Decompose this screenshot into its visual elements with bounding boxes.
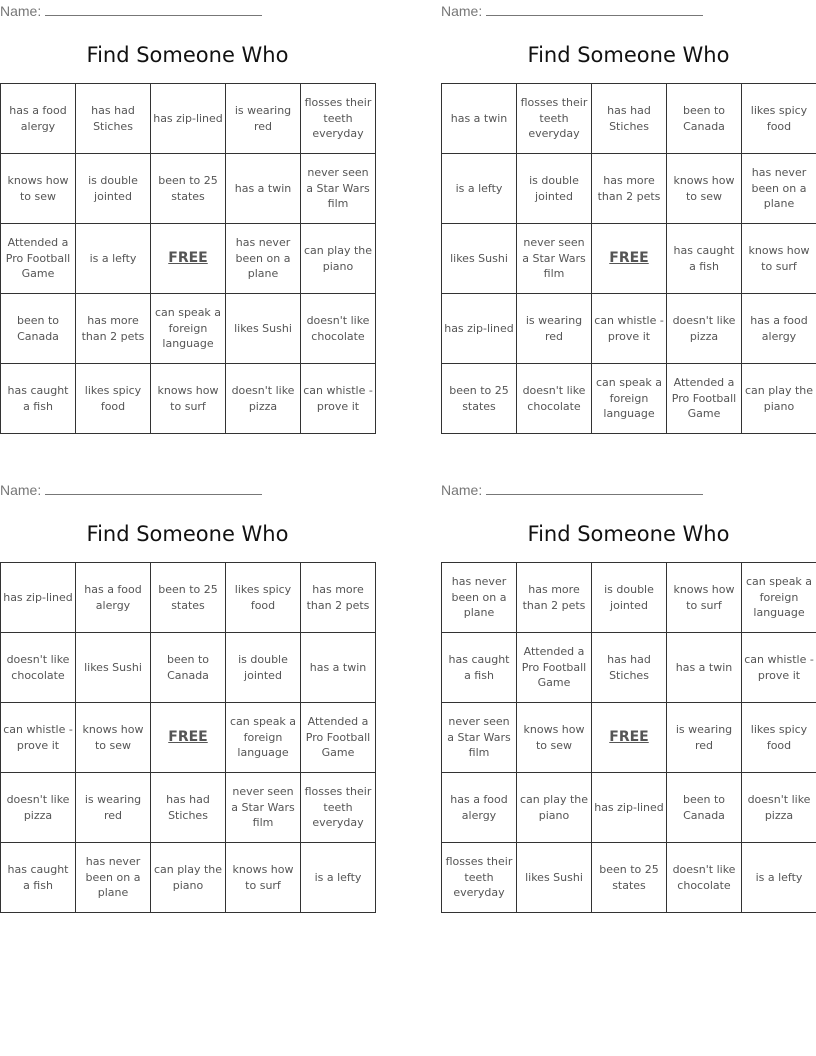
bingo-cell[interactable]: been to Canada xyxy=(151,633,226,703)
bingo-cell[interactable]: flosses their teeth everyday xyxy=(517,84,592,154)
bingo-cell[interactable]: Attended a Pro Football Game xyxy=(301,703,376,773)
bingo-cell[interactable]: been to Canada xyxy=(1,294,76,364)
bingo-cell[interactable]: has caught a fish xyxy=(1,364,76,434)
bingo-cell[interactable]: has more than 2 pets xyxy=(517,563,592,633)
free-space[interactable]: FREE xyxy=(592,224,667,294)
bingo-cell[interactable]: likes spicy food xyxy=(742,703,816,773)
bingo-cell[interactable]: been to 25 states xyxy=(151,563,226,633)
bingo-cell[interactable]: never seen a Star Wars film xyxy=(301,154,376,224)
bingo-cell[interactable]: has a food alergy xyxy=(442,773,517,843)
bingo-cell[interactable]: been to Canada xyxy=(667,84,742,154)
name-label: Name: xyxy=(441,482,483,498)
bingo-cell[interactable]: can speak a foreign language xyxy=(592,364,667,434)
bingo-cell[interactable]: is double jointed xyxy=(592,563,667,633)
bingo-row xyxy=(442,84,816,154)
bingo-cell[interactable]: is double jointed xyxy=(76,154,151,224)
bingo-grid xyxy=(441,83,816,434)
bingo-cell[interactable]: doesn't like chocolate xyxy=(517,364,592,434)
bingo-cell[interactable]: is double jointed xyxy=(226,633,301,703)
bingo-cell[interactable]: been to 25 states xyxy=(442,364,517,434)
name-blank-line[interactable] xyxy=(45,481,262,495)
bingo-cell[interactable]: Attended a Pro Football Game xyxy=(517,633,592,703)
bingo-cell[interactable]: can play the piano xyxy=(742,364,816,434)
name-blank-line[interactable] xyxy=(486,481,703,495)
name-label: Name: xyxy=(0,482,42,498)
free-space[interactable]: FREE xyxy=(151,224,226,294)
bingo-cell[interactable]: has had Stiches xyxy=(592,633,667,703)
bingo-cell[interactable]: doesn't like pizza xyxy=(742,773,816,843)
bingo-cell[interactable]: has a food alergy xyxy=(1,84,76,154)
bingo-grid xyxy=(0,562,376,913)
bingo-cell[interactable]: has a twin xyxy=(301,633,376,703)
bingo-cell[interactable]: has never been on a plane xyxy=(442,563,517,633)
bingo-row xyxy=(442,224,816,294)
bingo-cell[interactable]: knows how to sew xyxy=(76,703,151,773)
bingo-cell[interactable]: likes spicy food xyxy=(742,84,816,154)
bingo-cell[interactable]: likes Sushi xyxy=(517,843,592,913)
bingo-cell[interactable]: is a lefty xyxy=(442,154,517,224)
bingo-cell[interactable]: knows how to sew xyxy=(667,154,742,224)
bingo-cell[interactable]: has a twin xyxy=(667,633,742,703)
bingo-cell[interactable]: can play the piano xyxy=(151,843,226,913)
bingo-row xyxy=(442,843,816,913)
name-field[interactable] xyxy=(441,481,703,499)
bingo-cell[interactable]: is wearing red xyxy=(76,773,151,843)
bingo-cell[interactable]: has zip-lined xyxy=(442,294,517,364)
bingo-grid xyxy=(441,562,816,913)
bingo-cell[interactable]: likes Sushi xyxy=(226,294,301,364)
bingo-cell[interactable]: Attended a Pro Football Game xyxy=(1,224,76,294)
bingo-cell[interactable]: has zip-lined xyxy=(151,84,226,154)
bingo-cell[interactable]: has never been on a plane xyxy=(742,154,816,224)
bingo-cell[interactable]: has had Stiches xyxy=(592,84,667,154)
bingo-cell[interactable]: has more than 2 pets xyxy=(76,294,151,364)
bingo-cell[interactable]: has a food alergy xyxy=(76,563,151,633)
bingo-cell[interactable]: likes Sushi xyxy=(76,633,151,703)
bingo-cell[interactable]: has caught a fish xyxy=(667,224,742,294)
name-field[interactable] xyxy=(0,481,262,499)
bingo-cell[interactable]: can speak a foreign language xyxy=(226,703,301,773)
card-title: Find Someone Who xyxy=(86,522,289,546)
bingo-cell[interactable]: doesn't like chocolate xyxy=(667,843,742,913)
bingo-cell[interactable]: has a food alergy xyxy=(742,294,816,364)
bingo-row xyxy=(442,364,816,434)
bingo-cell[interactable]: can speak a foreign language xyxy=(151,294,226,364)
bingo-cell[interactable]: has a twin xyxy=(442,84,517,154)
bingo-cell[interactable]: can speak a foreign language xyxy=(742,563,816,633)
name-label: Name: xyxy=(441,3,483,19)
bingo-cell[interactable]: is a lefty xyxy=(742,843,816,913)
bingo-cell[interactable]: likes spicy food xyxy=(76,364,151,434)
bingo-cell[interactable]: knows how to surf xyxy=(742,224,816,294)
name-field[interactable] xyxy=(441,2,703,20)
bingo-cell[interactable]: is wearing red xyxy=(517,294,592,364)
bingo-cell[interactable]: doesn't like chocolate xyxy=(301,294,376,364)
bingo-row xyxy=(442,154,816,224)
bingo-row xyxy=(442,633,816,703)
bingo-cell[interactable]: flosses their teeth everyday xyxy=(301,84,376,154)
bingo-cell[interactable]: been to Canada xyxy=(667,773,742,843)
free-space[interactable]: FREE xyxy=(151,703,226,773)
bingo-cell[interactable]: is a lefty xyxy=(301,843,376,913)
bingo-cell[interactable]: doesn't like pizza xyxy=(226,364,301,434)
bingo-row xyxy=(1,563,376,633)
bingo-cell[interactable]: knows how to sew xyxy=(1,154,76,224)
name-field[interactable] xyxy=(0,2,262,20)
bingo-cell[interactable]: can whistle - prove it xyxy=(301,364,376,434)
bingo-cell[interactable]: can play the piano xyxy=(301,224,376,294)
bingo-row xyxy=(442,294,816,364)
bingo-cell[interactable]: has never been on a plane xyxy=(226,224,301,294)
bingo-cell[interactable]: is double jointed xyxy=(517,154,592,224)
bingo-cell[interactable]: been to 25 states xyxy=(592,843,667,913)
bingo-cell[interactable]: has caught a fish xyxy=(1,843,76,913)
bingo-row xyxy=(442,703,816,773)
bingo-cell[interactable]: knows how to surf xyxy=(151,364,226,434)
bingo-row xyxy=(1,364,376,434)
card-title: Find Someone Who xyxy=(527,43,730,67)
bingo-row xyxy=(1,224,376,294)
name-label: Name: xyxy=(0,3,42,19)
bingo-row xyxy=(1,154,376,224)
bingo-row xyxy=(442,563,816,633)
bingo-cell[interactable]: never seen a Star Wars film xyxy=(442,703,517,773)
bingo-cell[interactable]: has had Stiches xyxy=(76,84,151,154)
bingo-cell[interactable]: been to 25 states xyxy=(151,154,226,224)
bingo-row xyxy=(1,703,376,773)
card-title: Find Someone Who xyxy=(527,522,730,546)
bingo-cell[interactable]: likes spicy food xyxy=(226,563,301,633)
bingo-row xyxy=(1,633,376,703)
bingo-cell[interactable]: has zip-lined xyxy=(1,563,76,633)
card-title: Find Someone Who xyxy=(86,43,289,67)
bingo-grid xyxy=(0,83,376,434)
bingo-cell[interactable]: likes Sushi xyxy=(442,224,517,294)
bingo-cell[interactable]: is wearing red xyxy=(667,703,742,773)
bingo-row xyxy=(442,773,816,843)
bingo-row xyxy=(1,843,376,913)
bingo-row xyxy=(1,773,376,843)
bingo-cell[interactable]: never seen a Star Wars film xyxy=(517,224,592,294)
bingo-cell[interactable]: knows how to sew xyxy=(517,703,592,773)
bingo-cell[interactable]: has never been on a plane xyxy=(76,843,151,913)
bingo-cell[interactable]: can whistle - prove it xyxy=(592,294,667,364)
bingo-cell[interactable]: has more than 2 pets xyxy=(301,563,376,633)
free-space[interactable]: FREE xyxy=(592,703,667,773)
bingo-cell[interactable]: can whistle - prove it xyxy=(742,633,816,703)
bingo-cell[interactable]: knows how to surf xyxy=(667,563,742,633)
bingo-cell[interactable]: knows how to surf xyxy=(226,843,301,913)
name-blank-line[interactable] xyxy=(486,2,703,16)
bingo-cell[interactable]: Attended a Pro Football Game xyxy=(667,364,742,434)
bingo-cell[interactable]: doesn't like pizza xyxy=(1,773,76,843)
bingo-cell[interactable]: has a twin xyxy=(226,154,301,224)
bingo-cell[interactable]: has zip-lined xyxy=(592,773,667,843)
bingo-cell[interactable]: has had Stiches xyxy=(151,773,226,843)
bingo-cell[interactable]: flosses their teeth everyday xyxy=(442,843,517,913)
bingo-cell[interactable]: has more than 2 pets xyxy=(592,154,667,224)
bingo-cell[interactable]: flosses their teeth everyday xyxy=(301,773,376,843)
bingo-cell[interactable]: is a lefty xyxy=(76,224,151,294)
bingo-cell[interactable]: can whistle - prove it xyxy=(1,703,76,773)
name-blank-line[interactable] xyxy=(45,2,262,16)
bingo-cell[interactable]: doesn't like chocolate xyxy=(1,633,76,703)
bingo-cell[interactable]: is wearing red xyxy=(226,84,301,154)
bingo-row xyxy=(1,294,376,364)
bingo-row xyxy=(1,84,376,154)
bingo-cell[interactable]: never seen a Star Wars film xyxy=(226,773,301,843)
bingo-cell[interactable]: doesn't like pizza xyxy=(667,294,742,364)
bingo-cell[interactable]: has caught a fish xyxy=(442,633,517,703)
bingo-cell[interactable]: can play the piano xyxy=(517,773,592,843)
